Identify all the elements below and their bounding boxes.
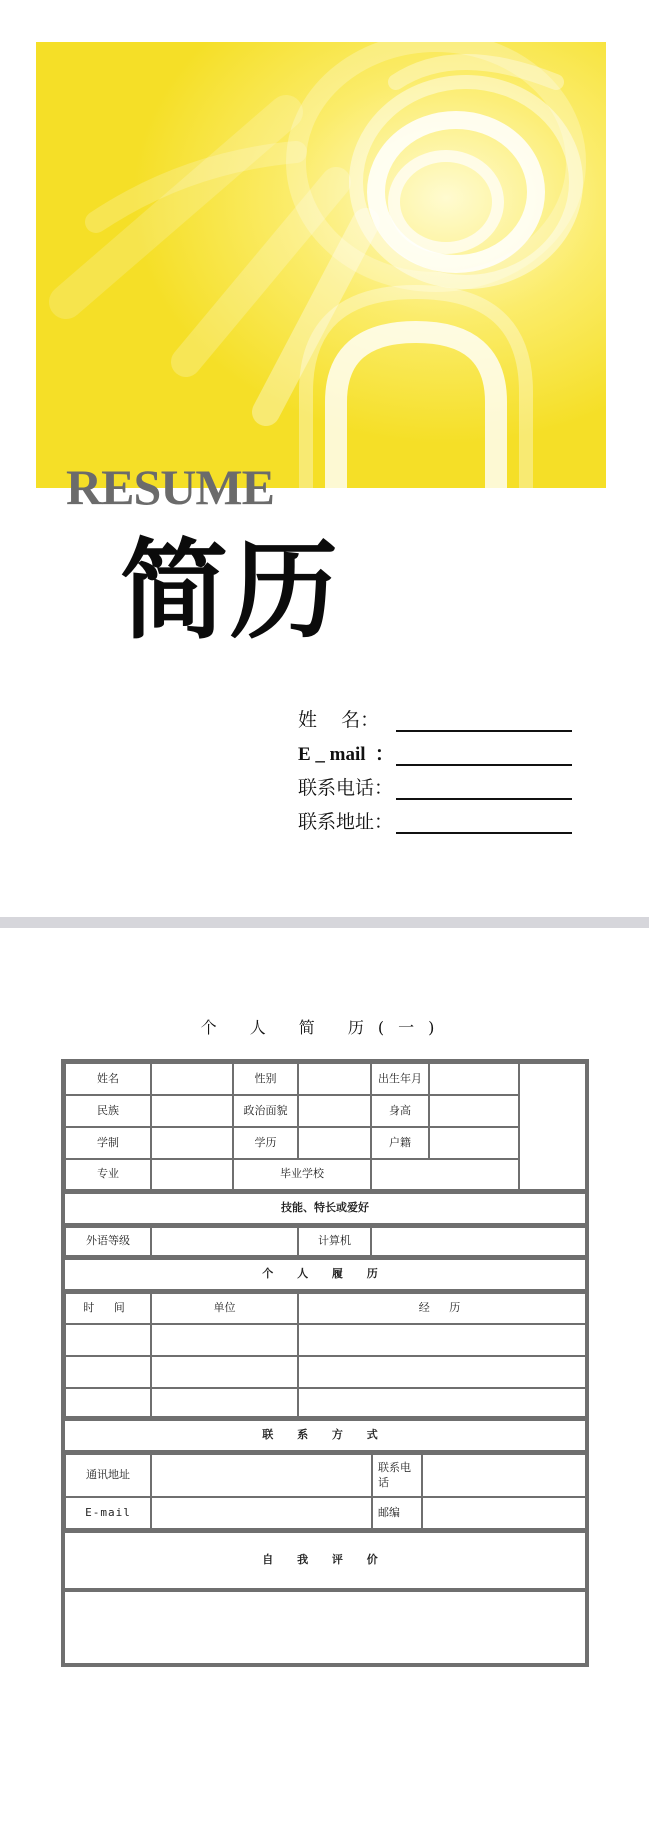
history-row-2-experience[interactable] [298,1356,589,1388]
label-computer: 计算机 [298,1227,371,1256]
history-header: 个 人 履 历 [63,1258,587,1291]
label-education: 学历 [233,1127,298,1159]
name-input-line[interactable] [396,730,572,732]
skills-header: 技能、特长或爱好 [63,1192,587,1225]
hukou-value-cell[interactable] [429,1127,519,1159]
computer-value-cell[interactable] [371,1227,589,1256]
label-gender: 性别 [233,1063,298,1095]
contact-header: 联 系 方 式 [63,1419,587,1452]
photo-cell[interactable] [519,1063,589,1190]
email-value-cell[interactable] [151,1497,372,1529]
label-major: 专业 [65,1159,151,1190]
history-row-3-unit[interactable] [151,1388,298,1417]
field-label-email: E _ mail ： [298,744,395,765]
label-school: 毕业学校 [233,1159,371,1190]
political-value-cell[interactable] [298,1095,371,1127]
contact-table [63,1452,587,1531]
history-row-1-unit[interactable] [151,1324,298,1356]
cover-title: 简历 [120,529,341,654]
label-address: 通讯地址 [65,1454,151,1497]
phone-input-line[interactable] [396,798,572,800]
ethnicity-value-cell[interactable] [151,1095,233,1127]
label-email: E-mail [65,1497,151,1529]
language-value-cell[interactable] [151,1227,298,1256]
field-label-name: 姓 名： [298,709,380,731]
history-row-2-unit[interactable] [151,1356,298,1388]
history-row-2-time[interactable] [65,1356,151,1388]
height-value-cell[interactable] [429,1095,519,1127]
email-input-line[interactable] [396,764,572,766]
resume-heading: RESUME [66,459,274,515]
name-value-cell[interactable] [151,1063,233,1095]
label-name: 姓名 [65,1063,151,1095]
resume-form-page [0,928,649,1848]
history-col-unit: 单位 [151,1293,298,1324]
cover-page [0,0,649,917]
label-schooling: 学制 [65,1127,151,1159]
field-label-phone: 联系电话： [298,777,394,799]
label-height: 身高 [371,1095,429,1127]
history-row-3-experience[interactable] [298,1388,589,1417]
form-title: 个 人 简 历(一) [200,1018,449,1037]
education-value-cell[interactable] [298,1127,371,1159]
schooling-value-cell[interactable] [151,1127,233,1159]
language-computer-row [63,1225,587,1258]
cover-yellow-artwork [36,42,606,488]
label-birth: 出生年月 [371,1063,429,1095]
self-eval-header: 自 我 评 价 [63,1531,587,1590]
page-divider [0,917,649,928]
basic-info-section [63,1061,587,1192]
major-value-cell[interactable] [151,1159,233,1190]
gender-value-cell[interactable] [298,1063,371,1095]
history-row-1-time[interactable] [65,1324,151,1356]
birth-value-cell[interactable] [429,1063,519,1095]
history-col-time: 时 间 [65,1293,151,1324]
address-value-cell[interactable] [151,1454,372,1497]
history-row-1-experience[interactable] [298,1324,589,1356]
label-political: 政治面貌 [233,1095,298,1127]
address-input-line[interactable] [396,832,572,834]
phone-value-cell[interactable] [422,1454,589,1497]
history-row-3-time[interactable] [65,1388,151,1417]
school-value-cell[interactable] [371,1159,519,1190]
self-eval-body[interactable] [63,1590,587,1665]
label-phone: 联系电话 [372,1454,422,1497]
history-col-experience: 经 历 [298,1293,589,1324]
label-ethnicity: 民族 [65,1095,151,1127]
swirl-graphic [36,42,606,488]
history-table [63,1291,587,1419]
label-hukou: 户籍 [371,1127,429,1159]
label-language: 外语等级 [65,1227,151,1256]
field-label-address: 联系地址： [298,811,394,833]
resume-form-table [61,1059,589,1667]
postcode-value-cell[interactable] [422,1497,589,1529]
label-postcode: 邮编 [372,1497,422,1529]
